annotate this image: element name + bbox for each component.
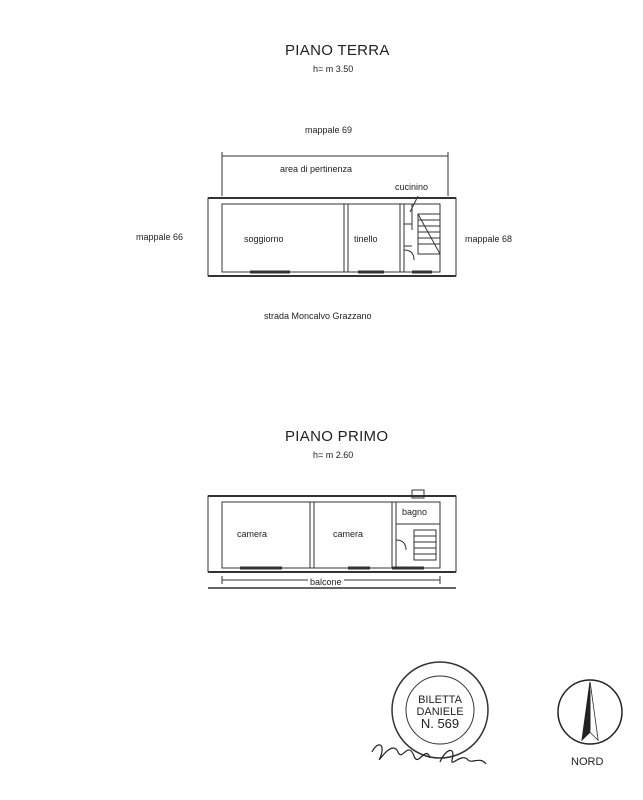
stamp-line1: BILETTA [418, 694, 462, 706]
balcony-label: balcone [310, 577, 342, 587]
stamp-number: N. 569 [420, 716, 460, 731]
first-floor-plan [208, 490, 456, 588]
ground-floor-title: PIANO TERRA [285, 42, 390, 59]
bathroom-label: bagno [402, 507, 428, 517]
compass-label: NORD [571, 756, 604, 768]
bedroom-2-label: camera [333, 529, 364, 539]
east-neighbor-label: mappale 68 [465, 234, 513, 244]
kitchenette-label: cucinino [395, 182, 429, 192]
dining-label: tinello [354, 234, 378, 244]
west-neighbor-label: mappale 66 [136, 232, 184, 242]
street-label: strada Moncalvo Grazzano [264, 311, 372, 321]
north-compass [558, 680, 622, 744]
yard-label: area di pertinenza [280, 164, 353, 174]
first-floor-height: h= m 2.60 [313, 450, 354, 460]
living-room-label: soggiorno [244, 234, 284, 244]
stamp-text [404, 694, 476, 730]
ground-floor-height: h= m 3.50 [313, 64, 354, 74]
stamp-line2: DANIELE [416, 706, 464, 718]
north-neighbor-label: mappale 69 [305, 125, 353, 135]
first-floor-title: PIANO PRIMO [285, 428, 389, 445]
bedroom-1-label: camera [237, 529, 268, 539]
